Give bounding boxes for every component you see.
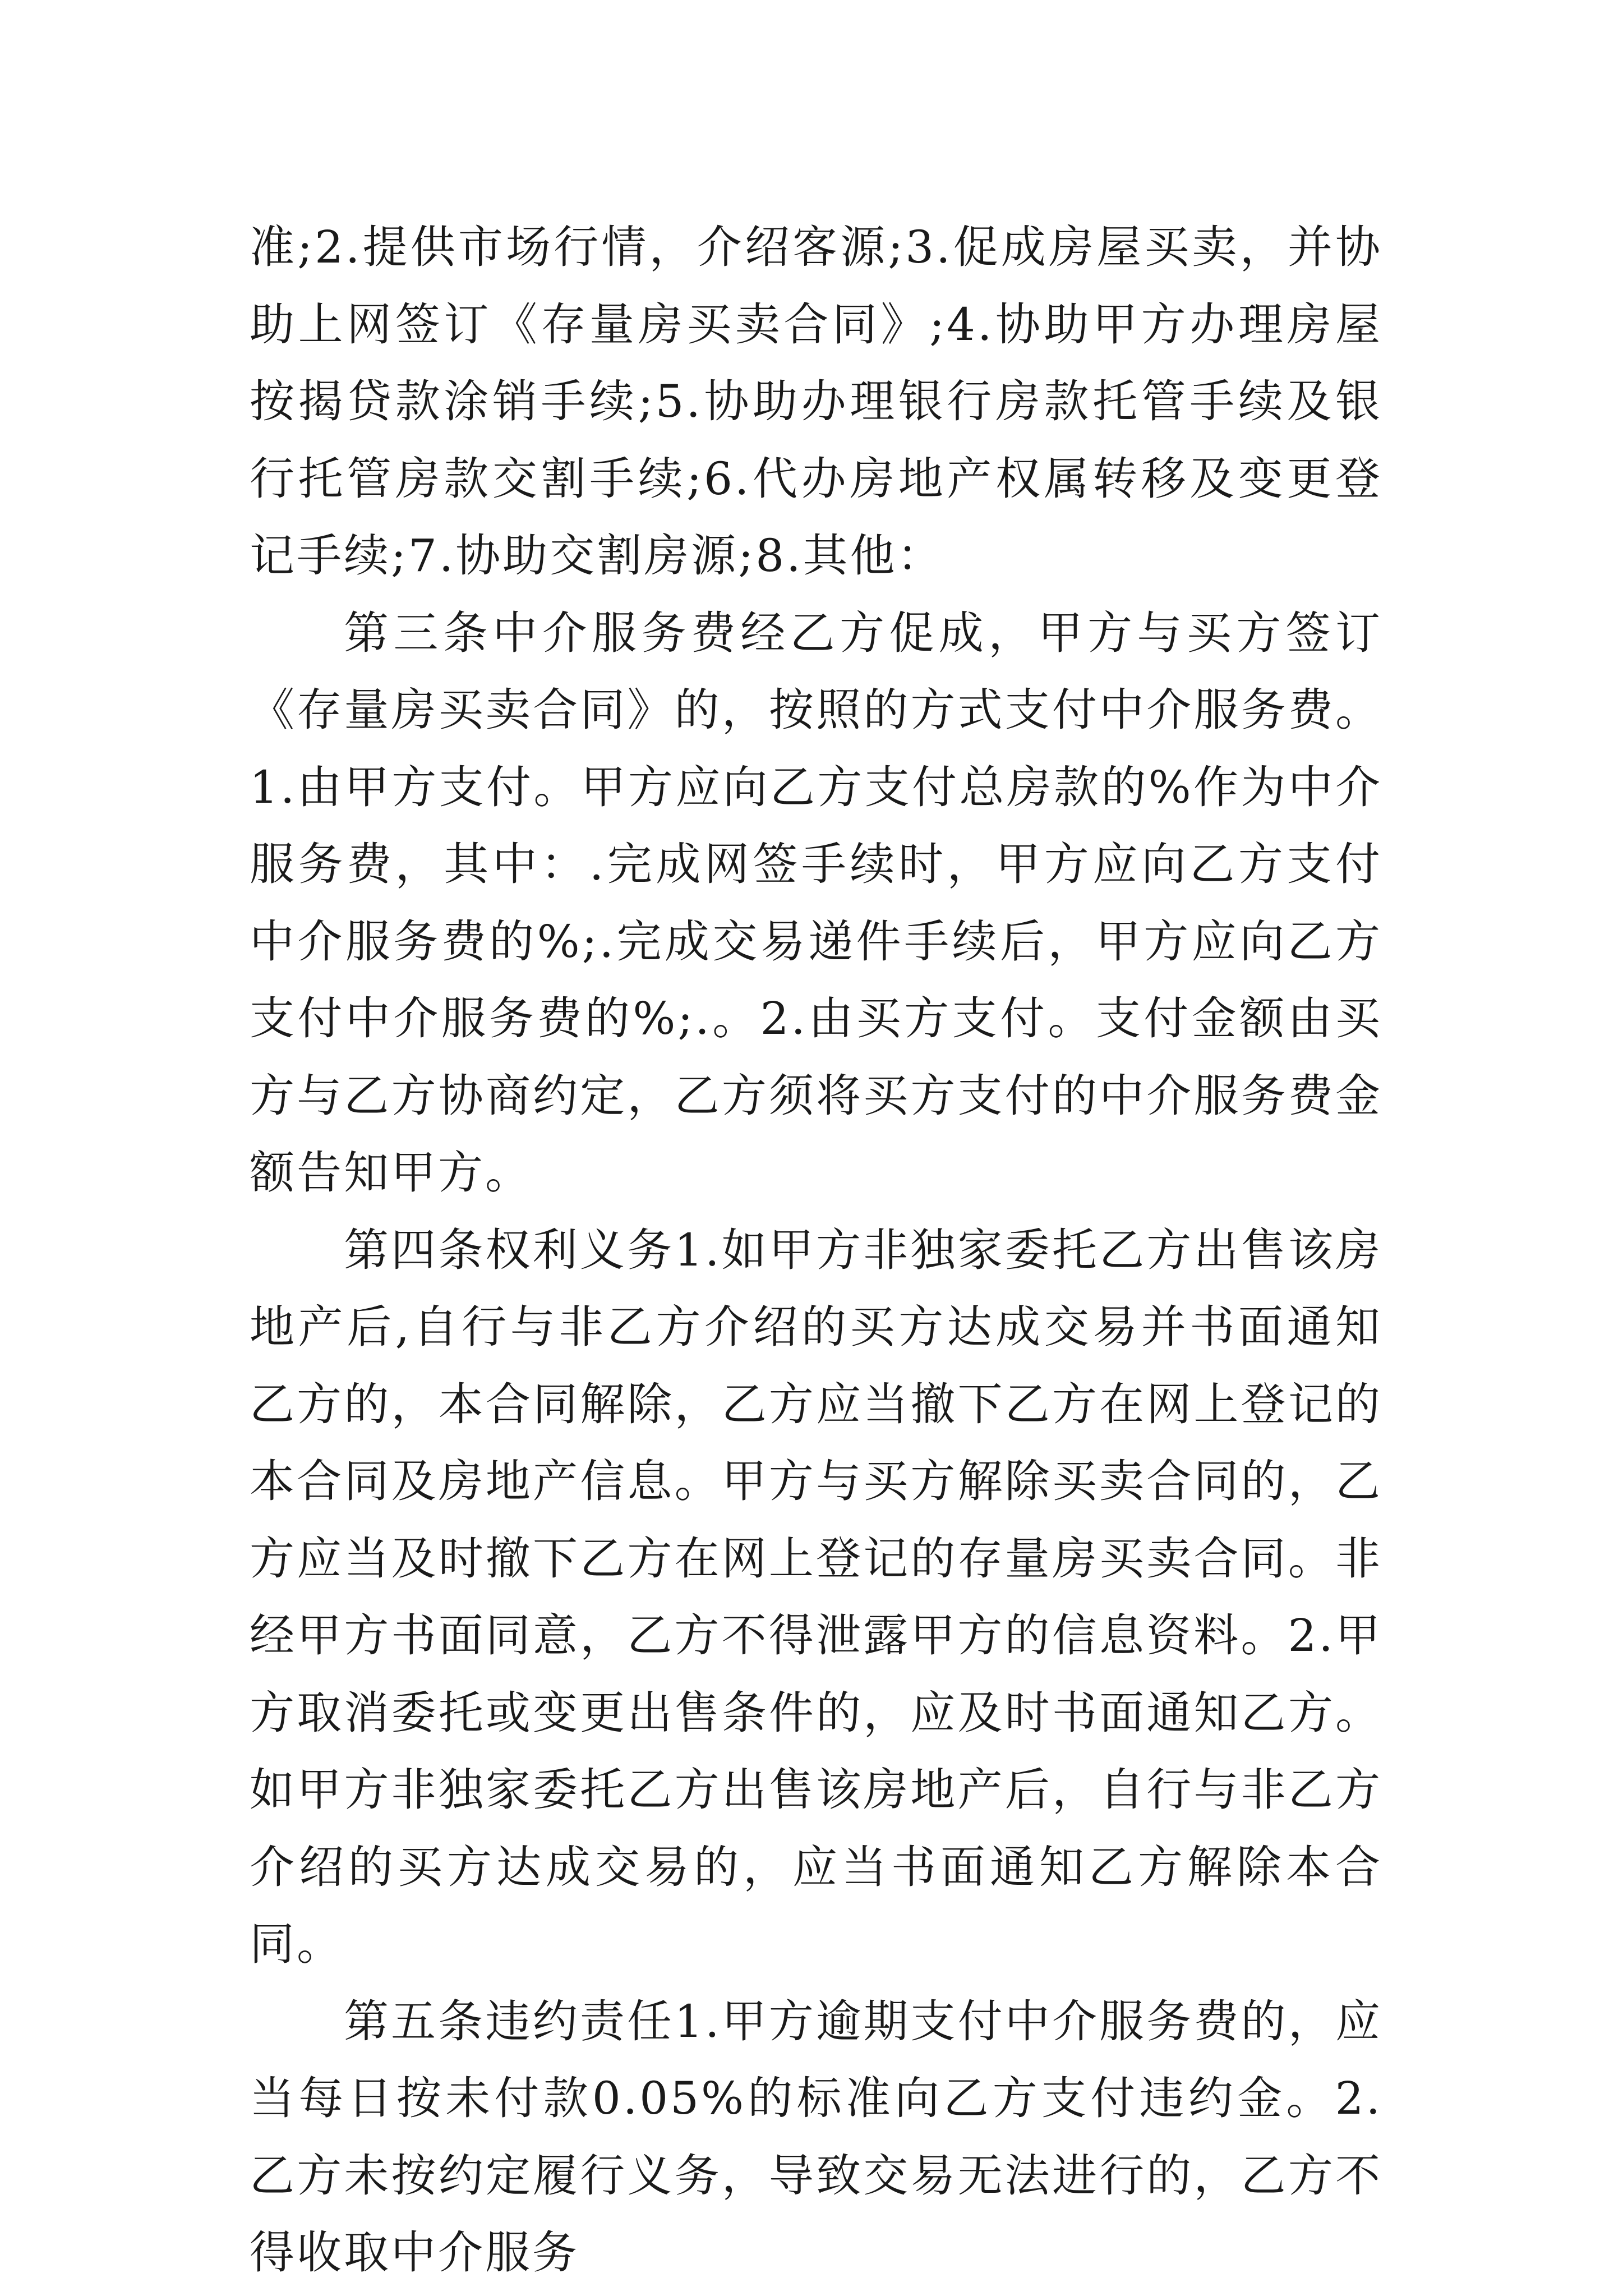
contract-body [250,209,1382,2292]
paragraph-article-5-liability: 第五条违约责任1.甲方逾期支付中介服务费的，应当每日按未付款0.05%的标准向乙方支付违约金。2.乙方未按约定履行义务，导致交易无法进行的，乙方不得收取中介服务 [250,1995,1382,2279]
paragraph-article-3-service-fee: 第三条中介服务费经乙方促成，甲方与买方签订《存量房买卖合同》的，按照的方式支付中介服务费。1.由甲方支付。甲方应向乙方支付总房款的%作为中介服务费，其中：.完成网签手续时，甲方应向乙方支付中介服务费的%;.完成交易递件手续后，甲方应向乙方支付中介服务费的%;.。2.由买方支付。支付金额由买方与乙方协商约定，乙方须将买方支付的中介服务费金额告知甲方。 [250,606,1382,1199]
paragraph-article-4-rights-obligations: 第四条权利义务1.如甲方非独家委托乙方出售该房地产后,自行与非乙方介绍的买方达成交易并书面通知乙方的，本合同解除，乙方应当撤下乙方在网上登记的本合同及房地产信息。甲方与买方解除买卖合同的，乙方应当及时撤下乙方在网上登记的存量房买卖合同。非经甲方书面同意，乙方不得泄露甲方的信息资料。2.甲方取消委托或变更出售条件的，应及时书面通知乙方。如甲方非独家委托乙方出售该房地产后，自行与非乙方介绍的买方达成交易的，应当书面通知乙方解除本合同。 [250,1223,1382,1970]
paragraph-services-list: 准;2.提供市场行情，介绍客源;3.促成房屋买卖，并协助上网签订《存量房买卖合同》;4.协助甲方办理房屋按揭贷款涂销手续;5.协助办理银行房款托管手续及银行托管房款交割手续;6.代办房地产权属转移及变更登记手续;7.协助交割房源;8.其他： [250,221,1382,582]
